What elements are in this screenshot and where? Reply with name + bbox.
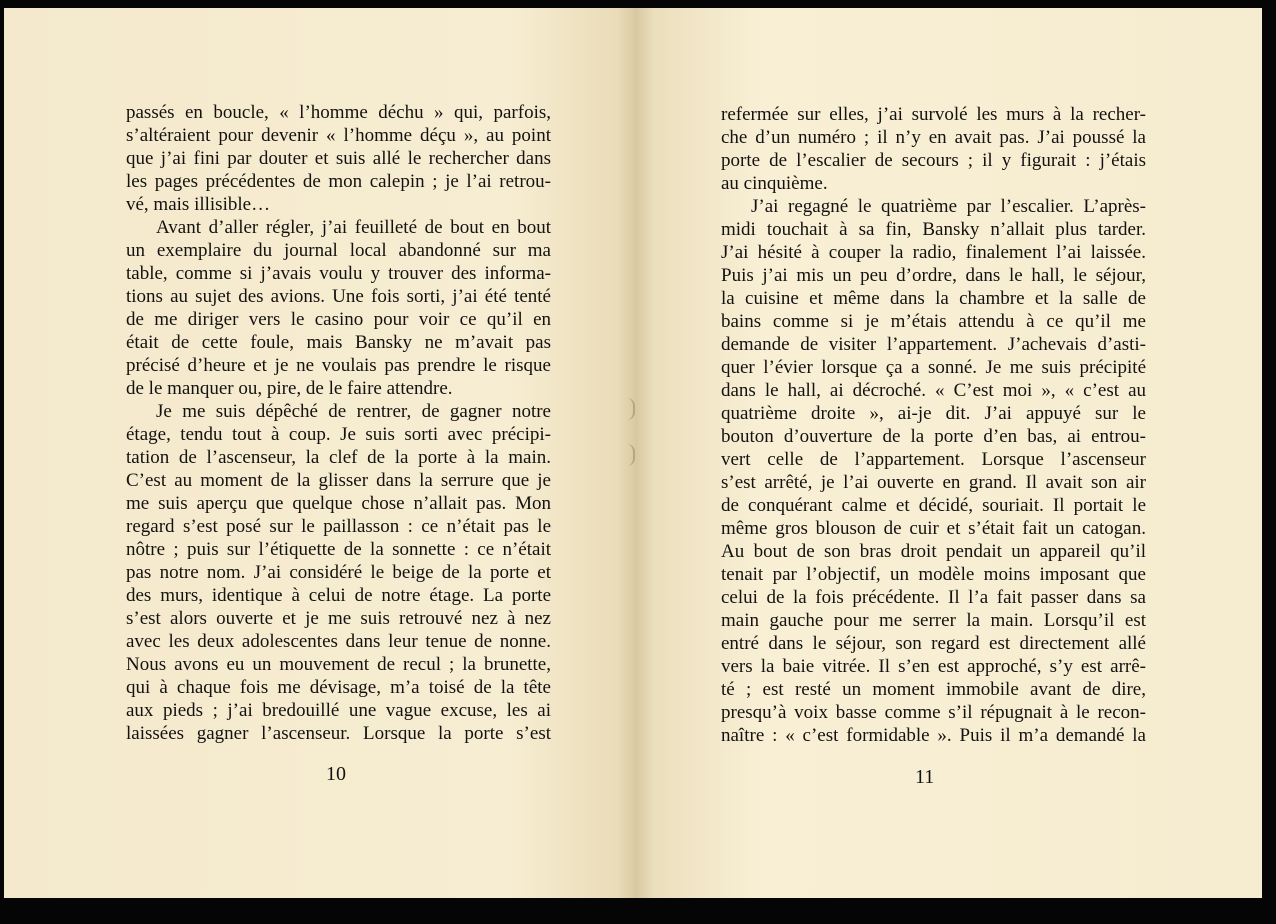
text-line: s’est alors ouverte et je me suis retrouvé nez à nez <box>126 608 551 629</box>
right-page-text <box>721 103 1146 747</box>
left-page-text <box>126 101 551 745</box>
text-line: che d’un numéro ; il n’y en avait pas. J’ai poussé la <box>721 127 1146 148</box>
text-line: des murs, identique à celui de notre étage. La porte <box>126 585 551 606</box>
text-line: étage, tendu tout à coup. Je suis sorti avec précipi- <box>126 424 551 445</box>
text-line: les pages précédentes de mon calepin ; je l’ai retrou- <box>126 171 551 192</box>
book-spread <box>4 8 1262 908</box>
text-line: midi touchait à sa fin, Bansky n’allait plus tarder. <box>721 219 1146 240</box>
text-line: bouton d’ouverture de la porte d’en bas, ai entrou- <box>721 426 1146 447</box>
text-line: Avant d’aller régler, j’ai feuilleté de bout en bout <box>156 217 551 238</box>
text-line: table, comme si j’avais voulu y trouver des informa- <box>126 263 551 284</box>
text-line: au cinquième. <box>721 173 828 194</box>
text-line: était de cette foule, mais Bansky ne m’avait pas <box>126 332 551 353</box>
text-line: dans le hall, ai décroché. « C’est moi », « c’est au <box>721 380 1146 401</box>
text-line: celui de la fois précédente. Il l’a fait passer dans sa <box>721 587 1146 608</box>
text-line: quer l’évier lorsque ça a sonné. Je me suis précipité <box>721 357 1146 378</box>
page-number-right: 11 <box>915 766 935 788</box>
text-line: s’est arrêté, je l’ai ouverte en grand. Il avait son air <box>721 472 1146 493</box>
text-line: vers la baie vitrée. Il s’en est approché, s’y est arrê- <box>721 656 1146 677</box>
text-line: laissées gagner l’ascenseur. Lorsque la porte s’est <box>126 723 551 744</box>
text-line: avec les deux adolescentes dans leur tenue de nonne. <box>126 631 551 652</box>
text-line: naître : « c’est formidable ». Puis il m’a demandé la <box>721 725 1146 746</box>
text-line: presqu’à voix basse comme s’il répugnait à le recon- <box>721 702 1146 723</box>
text-line: porte de l’escalier de secours ; il y figurait : j’étais <box>721 150 1146 171</box>
text-line: demande de visiter l’appartement. J’achevais d’asti- <box>721 334 1146 355</box>
text-line: de le manquer ou, pire, de le faire attendre. <box>126 378 453 399</box>
text-line: vert celle de l’appartement. Lorsque l’ascenseur <box>721 449 1146 470</box>
text-line: Je me suis dépêché de rentrer, de gagner notre <box>156 401 551 422</box>
text-line: regard s’est posé sur le paillasson : ce n’était pas le <box>126 516 551 537</box>
text-line: pas notre nom. J’ai considéré le beige de la porte et <box>126 562 551 583</box>
text-line: entré dans le séjour, son regard est directement allé <box>721 633 1146 654</box>
text-line: passés en boucle, « l’homme déchu » qui, parfois, <box>126 102 551 123</box>
text-line: de me diriger vers le casino pour voir ce qu’il en <box>126 309 551 330</box>
text-line: un exemplaire du journal local abandonné sur ma <box>126 240 551 261</box>
binding-staple <box>627 444 635 466</box>
text-line: quatrième droite », ai-je dit. J’ai appuyé sur le <box>721 403 1146 424</box>
text-line: nôtre ; puis sur l’étiquette de la sonnette : ce n’était <box>126 539 551 560</box>
text-line: té ; est resté un moment immobile avant de dire, <box>721 679 1146 700</box>
text-line: tenait par l’objectif, un modèle moins imposant que <box>721 564 1146 585</box>
text-line: Nous avons eu un mouvement de recul ; la brunette, <box>126 654 551 675</box>
text-line: précisé d’heure et je ne voulais pas prendre le risque <box>126 355 551 376</box>
text-line: C’est au moment de la glisser dans la serrure que je <box>126 470 551 491</box>
text-line: Au bout de son bras droit pendait un appareil qu’il <box>721 541 1146 562</box>
text-line: refermée sur elles, j’ai survolé les murs à la recher- <box>721 104 1146 125</box>
text-line: me suis aperçu que quelque chose n’allait pas. Mon <box>126 493 551 514</box>
page-number-left: 10 <box>326 763 346 785</box>
text-line: main gauche pour me serrer la main. Lorsqu’il est <box>721 610 1146 631</box>
text-line: s’altéraient pour devenir « l’homme déçu », au point <box>126 125 551 146</box>
left-page <box>4 8 636 898</box>
right-page <box>636 8 1262 898</box>
text-line: vé, mais illisible… <box>126 194 271 215</box>
text-line: J’ai regagné le quatrième par l’escalier. L’après- <box>751 196 1146 217</box>
binding-staple <box>627 398 635 420</box>
text-line: que j’ai fini par douter et suis allé le rechercher dans <box>126 148 551 169</box>
text-line: J’ai hésité à couper la radio, finalement l’ai laissée. <box>721 242 1146 263</box>
text-line: bains comme si je m’étais attendu à ce qu’il me <box>721 311 1146 332</box>
text-line: même gros blouson de cuir et s’était fait un catogan. <box>721 518 1146 539</box>
text-line: de conquérant calme et décidé, souriait. Il portait le <box>721 495 1146 516</box>
text-line: Puis j’ai mis un peu d’ordre, dans le hall, le séjour, <box>721 265 1146 286</box>
text-line: la cuisine et même dans la chambre et la salle de <box>721 288 1146 309</box>
text-line: qui à chaque fois me dévisage, m’a toisé de la tête <box>126 677 551 698</box>
text-line: tions au sujet des avions. Une fois sorti, j’ai été tenté <box>126 286 551 307</box>
text-line: aux pieds ; j’ai bredouillé une vague excuse, les ai <box>126 700 551 721</box>
text-line: tation de l’ascenseur, la clef de la porte à la main. <box>126 447 551 468</box>
